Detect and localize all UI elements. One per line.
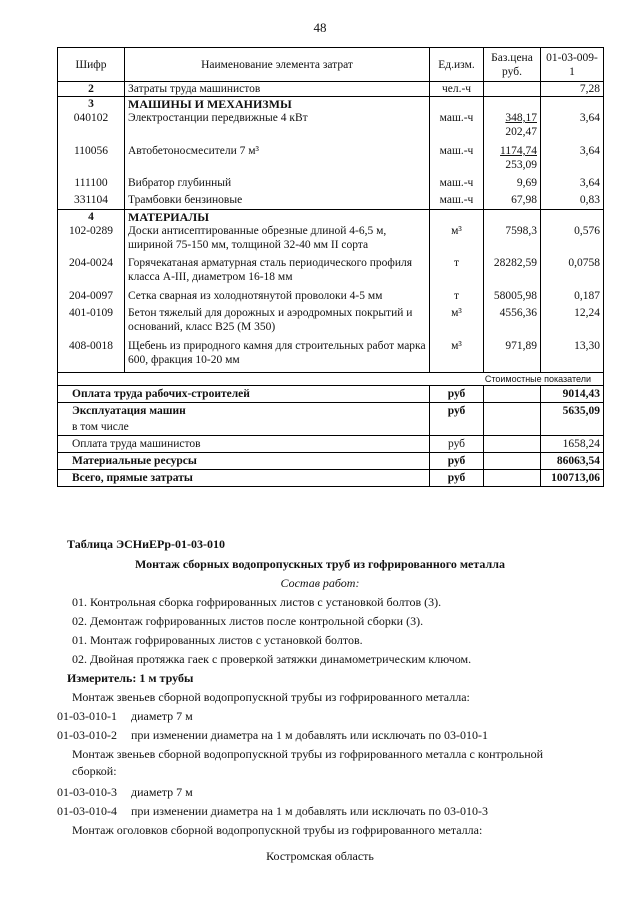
table-row [58,172,604,190]
table-row [58,284,604,303]
row-unit: маш.-ч [430,172,484,190]
summary-row [58,386,604,403]
header-norm: 01-03-009-1 [541,48,604,82]
group-heading-cont: сборкой: [72,764,117,778]
summary-unit: руб [430,436,484,453]
row-price: 58005,98 [484,284,541,303]
table-row [58,210,604,225]
summary-row [58,419,604,436]
item-code: 01-03-010-3 [57,785,117,799]
row-code: 331104 [58,190,125,210]
row-code: 040102 [58,111,125,139]
row-code: 204-0097 [58,284,125,303]
header-name: Наименование элемента затрат [125,48,430,82]
row-norm: 3,64 [541,111,604,139]
page-number: 48 [313,20,327,35]
item-line [57,707,193,726]
item-line [57,802,488,821]
row-price: 9,69 [484,172,541,190]
summary-label: в том числе [58,419,430,436]
row-code: 102-0289 [58,224,125,252]
item-text: при изменении диаметра на 1 м добавлять или исключать по 03-010-3 [131,804,488,818]
summary-value: 100713,06 [541,470,604,487]
row-price [484,111,541,139]
summary-label: Всего, прямые затраты [58,470,430,487]
row-unit: м³ [430,334,484,373]
item-code: 01-03-010-1 [57,709,117,723]
work-step: 02. Двойная протяжка гаек с проверкой затяжки динамометрическим ключом. [72,652,472,666]
table-row [58,224,604,252]
row-unit: маш.-ч [430,111,484,139]
summary-unit: руб [430,403,484,420]
row-name: Затраты труда машинистов [125,82,430,97]
row-price: 971,89 [484,334,541,373]
row-norm: 0,576 [541,224,604,252]
summary-row [58,436,604,453]
table-row [58,334,604,373]
summary-value: 9014,43 [541,386,604,403]
section-title: МАШИНЫ И МЕХАНИЗМЫ [125,97,430,112]
row-unit: маш.-ч [430,139,484,172]
row-unit: маш.-ч [430,190,484,210]
row-name: Электростанции передвижные 4 кВт [125,111,430,139]
table-row [58,97,604,112]
row-name: Бетон тяжелый для дорожных и аэродромных покрытий и оснований, класс В25 (М 350) [125,303,430,334]
row-name: Щебень из природного камня для строительных работ марка 600, фракция 10-20 мм [125,334,430,373]
row-price: 4556,36 [484,303,541,334]
measure-unit: Измеритель: 1 м трубы [67,671,194,685]
summary-label: Оплата труда рабочих-строителей [58,386,430,403]
row-code: 2 [58,82,125,97]
row-name: Горячекатаная арматурная сталь периодического профиля класса А-III, диаметром 16-18 мм [125,252,430,284]
table-header-row [58,48,604,82]
row-price-secondary: 253,09 [505,159,537,171]
row-unit: чел.-ч [430,82,484,97]
group-heading: Монтаж оголовков сборной водопропускной трубы из гофрированного металла: [72,823,483,837]
row-price [484,82,541,97]
header-unit: Ед.изм. [430,48,484,82]
row-price-value: 348,17 [505,112,537,124]
row-price [484,139,541,172]
table-row [58,82,604,97]
cost-indicators-header [58,373,604,386]
row-norm: 3,64 [541,139,604,172]
row-norm: 7,28 [541,82,604,97]
item-line [57,726,488,745]
row-unit: м³ [430,224,484,252]
section-subtitle: Монтаж сборных водопропускных труб из гофрированного металла [135,557,505,571]
summary-unit: руб [430,470,484,487]
row-norm: 0,83 [541,190,604,210]
row-price-value: 1174,74 [500,145,537,157]
item-text: при изменении диаметра на 1 м добавлять или исключать по 03-010-1 [131,728,488,742]
work-step: 01. Контрольная сборка гофрированных листов с установкой болтов (3). [72,595,442,609]
row-price: 28282,59 [484,252,541,284]
row-unit: т [430,284,484,303]
row-norm: 0,0758 [541,252,604,284]
work-step: 01. Монтаж гофрированных листов с установкой болтов. [72,633,363,647]
row-name: Доски антисептированные обрезные длиной 4-6,5 м, шириной 75-150 мм, толщиной 32-40 мм II сорта [125,224,430,252]
section-number: 4 [58,210,125,225]
row-name: Трамбовки бензиновые [125,190,430,210]
group-heading: Монтаж звеньев сборной водопропускной трубы из гофрированного металла с контрольной [72,747,544,761]
item-line [57,783,193,802]
row-name: Вибратор глубинный [125,172,430,190]
item-code: 01-03-010-4 [57,804,117,818]
table-row [58,252,604,284]
item-text: диаметр 7 м [131,709,193,723]
row-name: Сетка сварная из холоднотянутой проволоки 4-5 мм [125,284,430,303]
cost-table [57,47,604,487]
row-code: 111100 [58,172,125,190]
row-norm: 0,187 [541,284,604,303]
cost-indicators-label: Стоимостные показатели [58,373,604,386]
item-text: диаметр 7 м [131,785,193,799]
row-price: 7598,3 [484,224,541,252]
summary-row [58,403,604,420]
section-title: МАТЕРИАЛЫ [125,210,430,225]
footer-region: Костромская область [266,849,374,863]
summary-label: Оплата труда машинистов [58,436,430,453]
summary-row [58,470,604,487]
table-row [58,303,604,334]
row-price-secondary: 202,47 [505,126,537,138]
summary-unit: руб [430,386,484,403]
row-code: 204-0024 [58,252,125,284]
summary-value: 86063,54 [541,453,604,470]
summary-label: Материальные ресурсы [58,453,430,470]
table-title: Таблица ЭСНиЕРр-01-03-010 [67,537,226,551]
table-row [58,139,604,172]
row-unit: м³ [430,303,484,334]
header-code: Шифр [58,48,125,82]
summary-row [58,453,604,470]
summary-label: Эксплуатация машин [58,403,430,420]
work-step: 02. Демонтаж гофрированных листов после контрольной сборки (3). [72,614,424,628]
row-norm: 3,64 [541,172,604,190]
summary-unit: руб [430,453,484,470]
row-code: 408-0018 [58,334,125,373]
item-code: 01-03-010-2 [57,728,117,742]
section-number: 3 [58,97,125,112]
row-name: Автобетоносмесители 7 м³ [125,139,430,172]
composition-label: Состав работ: [280,576,360,590]
summary-value: 5635,09 [541,403,604,420]
row-price: 67,98 [484,190,541,210]
summary-value: 1658,24 [541,436,604,453]
header-base-price: Баз.цена руб. [484,48,541,82]
group-heading: Монтаж звеньев сборной водопропускной трубы из гофрированного металла: [72,690,470,704]
row-code: 110056 [58,139,125,172]
table-row [58,190,604,210]
row-unit: т [430,252,484,284]
row-norm: 13,30 [541,334,604,373]
row-code: 401-0109 [58,303,125,334]
row-norm: 12,24 [541,303,604,334]
table-row [58,111,604,139]
